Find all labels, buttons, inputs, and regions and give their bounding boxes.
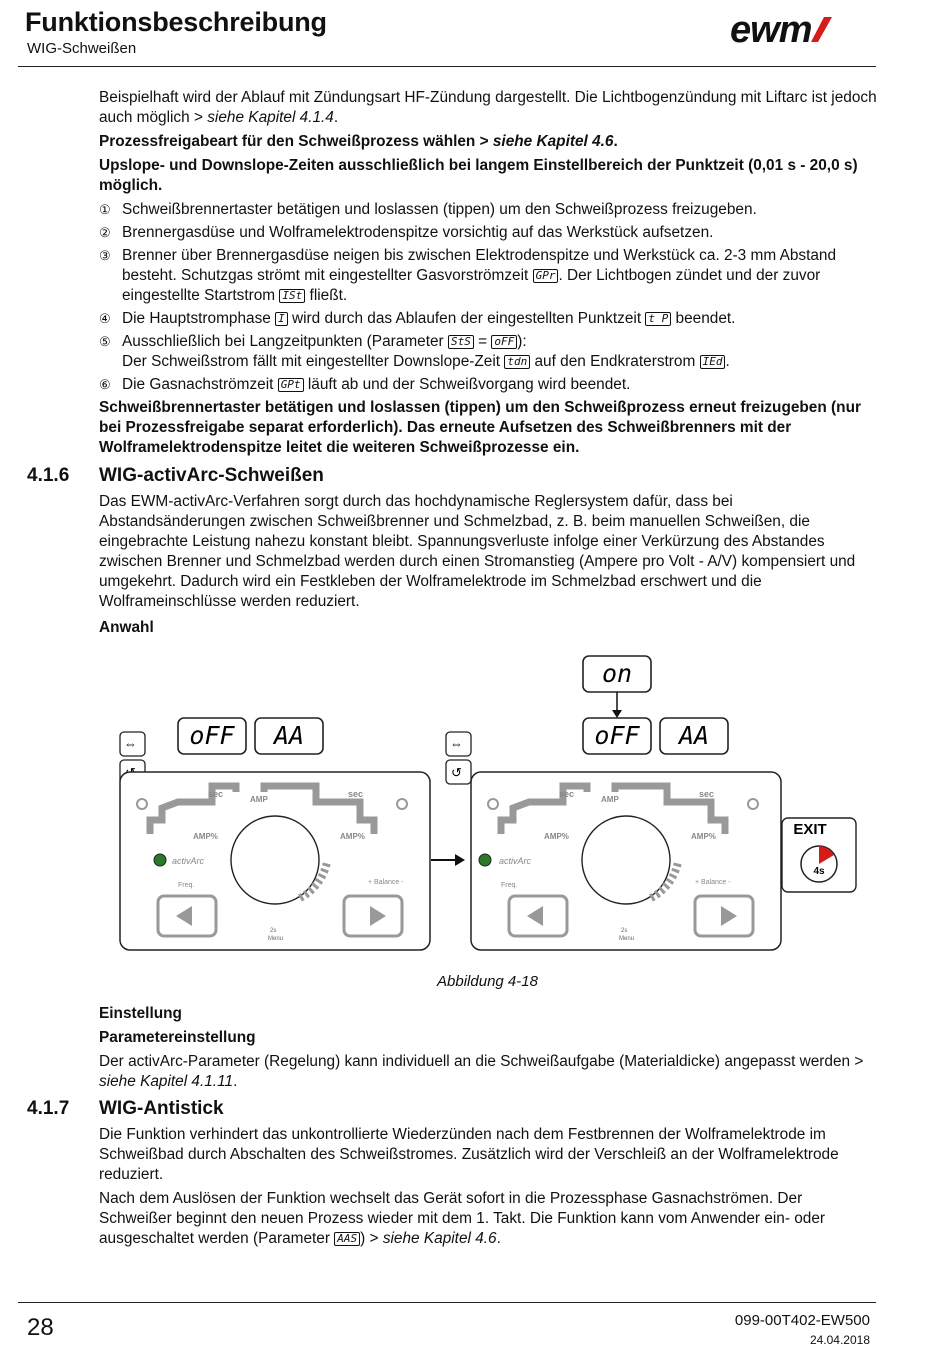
param-off: oFF <box>491 335 517 349</box>
svg-text:oFF: oFF <box>189 721 235 750</box>
antistick-p2: Nach dem Auslösen der Funktion wechselt das Gerät sofort in die Prozessphase Gasnachströmen. Der Schweißer beginnt den neuen Prozess wieder mit dem 1. Takt. Die Funktion kann vom Anwender ein- oder ausgeschaltet werden (Parameter AAS ) > siehe Kapitel 4.6. <box>99 1190 826 1247</box>
param-tp: t P <box>645 312 671 326</box>
ref-link[interactable]: siehe Kapitel 4.6 <box>382 1230 497 1247</box>
svg-text:AMP: AMP <box>250 795 268 804</box>
svg-text:sec: sec <box>559 789 575 799</box>
activarc-description: Das EWM-activArc-Verfahren sorgt durch das hochdynamische Reglersystem dafür, dass bei Abstandsänderungen zwischen Schweißbrenner und Schmelzbad, z. B. beim manuellen Schweißen, die eingebrachte Leistung nahezu konstant bleibt. Spannungsverluste infolge einer Verkürzung des Abstandes zwischen Brenner und Schmelzbad werden durch einen Stromanstieg (Ampere pro Volt - A/V) kompensiert und umgekehrt. Dadurch wird ein Festkleben der Wolframelektrode im Schmelzbad erschwert und die Wolframeinschlüsse werden reduziert. <box>99 493 856 610</box>
antistick-p1: Die Funktion verhindert das unkontrollierte Wiederzünden nach dem Festbrennen der Wolframelektrode im Schweißbad durch Abschalten des Schweißstromes. Zusätzlich wird der Verschleiß an der Wolframelektrode reduziert. <box>99 1126 839 1183</box>
slope-note: Upslope- und Downslope-Zeiten ausschließlich bei langem Einstellbereich der Punktzeit (0,01 s - 20,0 s) möglich. <box>99 157 858 194</box>
process-release-note: Prozessfreigabeart für den Schweißprozess wählen > siehe Kapitel 4.6. <box>99 133 618 150</box>
parametereinstellung-heading: Parametereinstellung <box>99 1029 256 1046</box>
logo-red-slash <box>811 17 832 42</box>
footer-rule <box>18 1302 876 1303</box>
arrow-icon: ⇔ <box>124 736 137 751</box>
rotate-icon: ↺ <box>451 765 462 780</box>
svg-text:AMP%: AMP% <box>193 832 218 841</box>
param-ist: ISt <box>279 289 305 303</box>
section-417-body <box>99 1125 879 1253</box>
svg-text:Freq.: Freq. <box>501 882 518 889</box>
svg-text:+ Balance -: + Balance - <box>368 879 404 886</box>
intro-paragraph: Beispielhaft wird der Ablauf mit Zündungsart HF-Zündung dargestellt. Die Lichtbogenzündung mit Liftarc ist jedoch auch möglich > siehe Kapitel 4.1.4. <box>99 89 877 126</box>
param-ied: IEd <box>700 355 726 369</box>
svg-text:activArc: activArc <box>172 856 205 866</box>
svg-text:2s: 2s <box>621 928 628 934</box>
svg-text:AMP%: AMP% <box>691 832 716 841</box>
section-number: 4.1.6 <box>27 465 70 486</box>
step-5: ⑤ Ausschließlich bei Langzeitpunkten (Parameter StS = oFF ): Der Schweißstrom fällt mit eingestellter Downslope-Zeit tdn auf den Endkraterstrom IEd . <box>99 333 730 370</box>
param-sts: StS <box>448 335 474 349</box>
step-2: ② Brennergasdüse und Wolframelektrodenspitze vorsichtig auf das Werkstück aufsetzen. <box>99 224 714 241</box>
svg-text:4s: 4s <box>813 866 825 877</box>
header-rule <box>18 66 876 67</box>
figure-caption: Abbildung 4-18 <box>437 973 538 990</box>
page-number: 28 <box>27 1314 54 1341</box>
svg-text:2s: 2s <box>270 928 277 934</box>
svg-text:AMP: AMP <box>601 795 619 804</box>
document-date: 24.04.2018 <box>809 1333 870 1347</box>
page-title: Funktionsbeschreibung <box>25 7 327 37</box>
page-subtitle: WIG-Schweißen <box>27 40 137 57</box>
restart-note: Schweißbrennertaster betätigen und loslassen (tippen) um den Schweißprozess erneut freizugeben (nur bei Prozessfreigabe separat erforderlich). Das erneute Aufsetzen des Schweißbrenners mit der Wolframelektrodenspitze leitet die weiteren Schweißprozesse ein. <box>99 399 861 456</box>
step-6: ⑥ Die Gasnachströmzeit GPt läuft ab und der Schweißvorgang wird beendet. <box>99 376 631 393</box>
step-1: ① Schweißbrennertaster betätigen und loslassen (tippen) um den Schweißprozess freizugeben. <box>99 201 757 218</box>
svg-text:Freq.: Freq. <box>178 882 195 889</box>
section-title: WIG-activArc-Schweißen <box>99 465 324 486</box>
svg-text:AA: AA <box>273 721 305 750</box>
svg-text:sec: sec <box>348 789 364 799</box>
svg-text:AA: AA <box>678 721 710 750</box>
document-number: 099-00T402-EW500 <box>734 1312 870 1329</box>
svg-text:Menu: Menu <box>619 936 635 942</box>
ewm-logo <box>728 12 860 46</box>
svg-text:EXIT: EXIT <box>793 821 827 838</box>
step-3: ③ Brenner über Brennergasdüse neigen bis zwischen Elektrodenspitze und Werkstück ca. 2-3 mm Abstand besteht. Schutzgas strömt mit eingestellter Gasvorströmzeit GPr . Der Lichtbogen zündet und der zuvor eingestellte Startstrom ISt fließt. <box>99 247 837 304</box>
section-416-body <box>99 492 879 642</box>
einstellung-heading: Einstellung <box>99 1005 182 1022</box>
svg-text:activArc: activArc <box>499 856 532 866</box>
param-gpr: GPr <box>533 269 559 283</box>
ref-link[interactable]: siehe Kapitel 4.6 <box>492 133 614 150</box>
body-content <box>99 88 879 462</box>
arrow-icon: ⇔ <box>450 736 463 751</box>
param-i: I <box>275 312 288 326</box>
activarc-param-text: Der activArc-Parameter (Regelung) kann individuell an die Schweißaufgabe (Materialdicke) angepasst werden > siehe Kapitel 4.1.11. <box>99 1053 864 1090</box>
param-tdn: tdn <box>504 355 530 369</box>
control-panel-left <box>120 772 430 950</box>
ref-link[interactable]: siehe Kapitel 4.1.11 <box>99 1073 234 1090</box>
svg-text:+ Balance -: + Balance - <box>695 879 731 886</box>
svg-text:Menu: Menu <box>268 936 284 942</box>
svg-text:AMP%: AMP% <box>340 832 365 841</box>
logo-text: ewm <box>730 12 812 46</box>
svg-text:sec: sec <box>699 789 715 799</box>
anwahl-heading: Anwahl <box>99 619 154 636</box>
svg-text:oFF: oFF <box>594 721 640 750</box>
control-panel-right <box>471 772 781 950</box>
section-title: WIG-Antistick <box>99 1098 224 1119</box>
einstellung-block <box>99 1004 879 1096</box>
svg-text:on: on <box>601 659 633 688</box>
control-panel-figure <box>115 652 860 962</box>
ref-link[interactable]: siehe Kapitel 4.1.4 <box>207 109 334 126</box>
param-gpt: GPt <box>278 378 304 392</box>
svg-text:sec: sec <box>208 789 224 799</box>
section-number: 4.1.7 <box>27 1098 70 1119</box>
svg-text:AMP%: AMP% <box>544 832 569 841</box>
step-4: ④ Die Hauptstromphase I wird durch das Ablaufen der eingestellten Punktzeit t P beendet. <box>99 310 736 327</box>
param-aas: AAS <box>334 1232 360 1246</box>
